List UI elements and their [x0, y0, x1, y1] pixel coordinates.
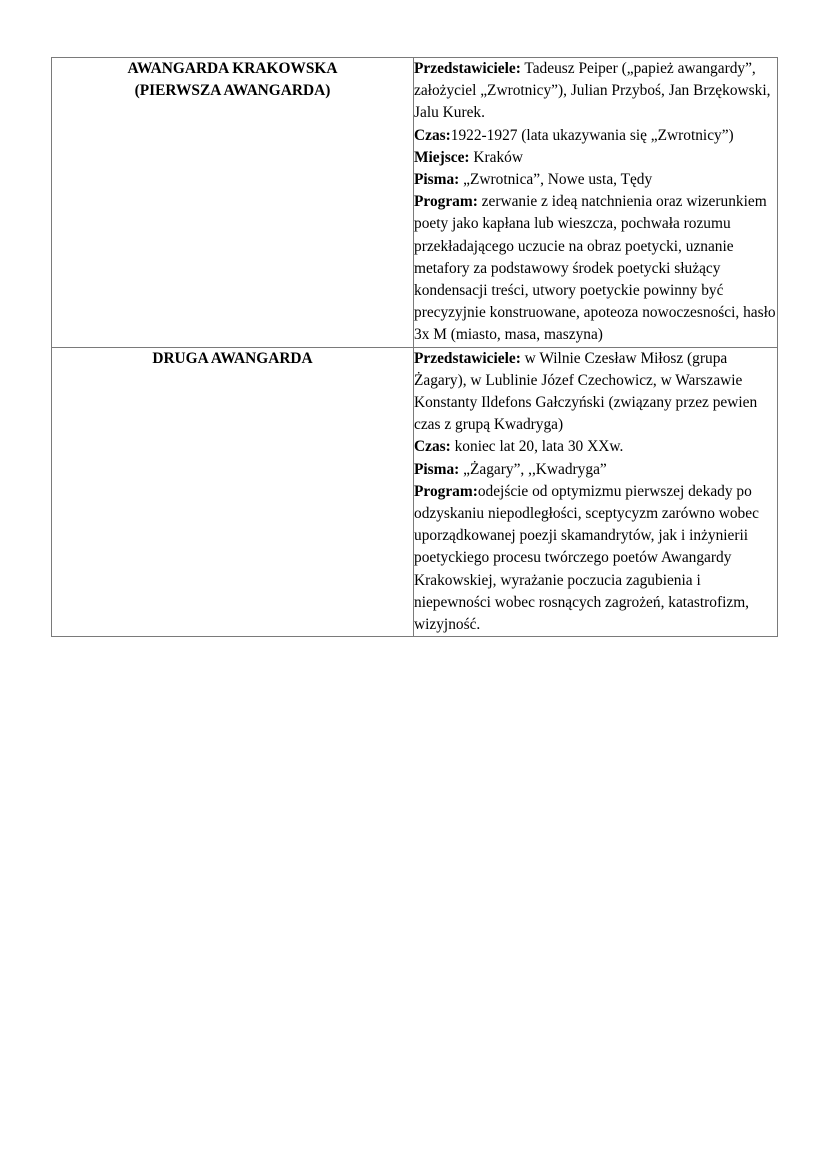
row-title-line: (PIERWSZA AWANGARDA)	[134, 82, 331, 100]
row-title-cell	[52, 347, 414, 637]
field-text: w Wilnie Czesław Miłosz (grupa Żagary), w Lublinie Józef Czechowicz, w Warszawie Konstanty Ildefons Gałczyński (związany przez pewien czas z grupą Kwadryga)	[414, 349, 758, 434]
field-label: Czas:	[414, 126, 451, 144]
field-time	[414, 125, 777, 147]
field-text: Tadeusz Peiper („papież awangardy”, założyciel „Zwrotnicy”), Julian Przyboś, Jan Brzękowski, Jalu Kurek.	[414, 60, 771, 122]
field-journals	[414, 459, 777, 481]
field-text: odejście od optymizmu pierwszej dekady po odzyskaniu niepodległości, sceptycyzm zarówno wobec uporządkowanej poezji skamandrytów, jak i inżynierii poetyckiego procesu twórczego poetów Awangardy Krakowskiej, wyrażanie poczucia zagubienia i niepewności wobec rosnących zagrożeń, katastrofizm, wizyjność.	[414, 482, 759, 634]
field-program	[414, 481, 777, 636]
field-text: 1922-1927 (lata ukazywania się „Zwrotnicy”)	[450, 126, 734, 144]
field-label: Pisma:	[414, 460, 460, 478]
table-row	[52, 347, 778, 637]
field-journals	[414, 169, 777, 191]
row-title-line: DRUGA AWANGARDA	[152, 349, 313, 367]
field-representatives	[414, 348, 777, 437]
field-text: „Zwrotnica”, Nowe usta, Tędy	[459, 171, 653, 189]
row-details-cell	[414, 347, 778, 637]
field-place	[414, 147, 777, 169]
field-label: Przedstawiciele:	[414, 349, 521, 367]
field-label: Czas:	[414, 438, 451, 456]
field-program	[414, 191, 777, 346]
field-text: koniec lat 20, lata 30 XXw.	[450, 438, 624, 456]
field-label: Program:	[414, 193, 478, 211]
field-label: Przedstawiciele:	[414, 60, 521, 77]
row-details-cell	[414, 58, 778, 348]
field-label: Miejsce:	[414, 148, 470, 166]
field-time	[414, 436, 777, 458]
field-text: Kraków	[469, 148, 523, 166]
field-text: „Żagary”, ,,Kwadryga”	[459, 460, 607, 478]
field-text: zerwanie z ideą natchnienia oraz wizerunkiem poety jako kapłana lub wieszcza, pochwała rozumu przekładającego uczucie na obraz poetycki, uznanie metafory za podstawowy środek poetycki służący kondensacji treści, utwory poetyckie powinny być precyzyjnie konstruowane, apoteoza nowoczesności, hasło 3x M (miasto, masa, maszyna)	[414, 193, 776, 344]
row-title-cell	[52, 58, 414, 348]
row-title-line: AWANGARDA KRAKOWSKA	[127, 60, 338, 77]
field-label: Pisma:	[414, 171, 460, 189]
field-label: Program:	[414, 482, 478, 500]
table-row	[52, 58, 778, 348]
avant-garde-table	[51, 57, 778, 637]
field-representatives	[414, 58, 777, 125]
